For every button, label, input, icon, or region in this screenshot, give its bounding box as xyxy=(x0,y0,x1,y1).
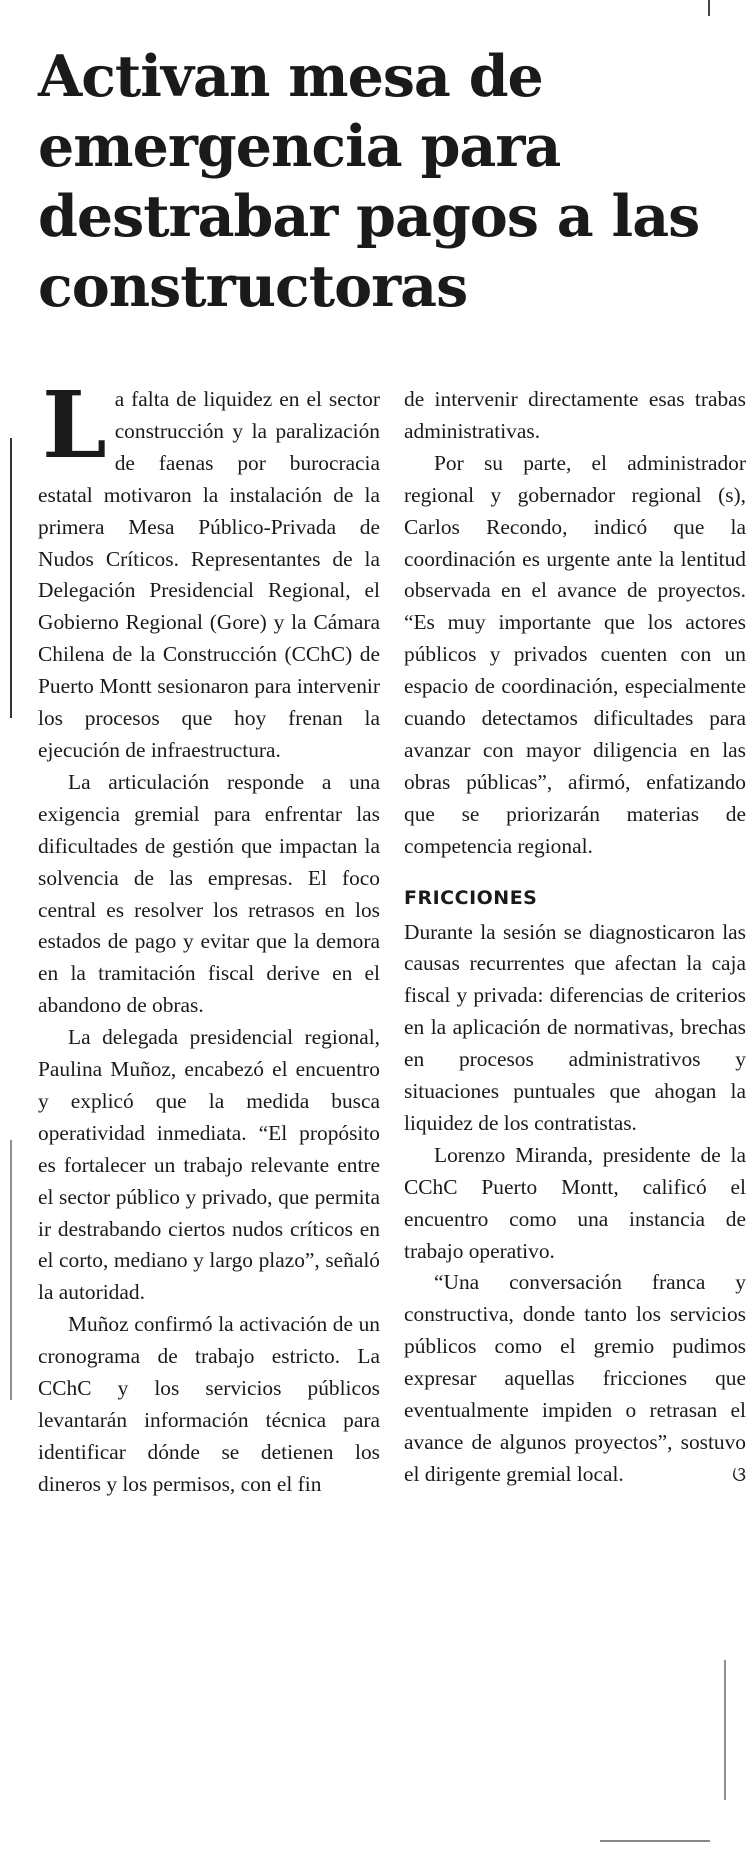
article-column-right xyxy=(404,384,746,1491)
body-paragraph: La articulación responde a una exigencia gremial para enfrentar las dificultades de gestión que impactan la solvencia de las empresas. El foco central es resolver los retrasos en los estados de pago y evitar que la demora en la tramitación fiscal derive en el abandono de obras. xyxy=(38,769,380,1018)
lead-paragraph xyxy=(38,371,380,767)
section-subhead: FRICCIONES xyxy=(404,886,538,909)
column-rule-right xyxy=(724,1660,726,1800)
body-paragraph: Durante la sesión se diagnosticaron las causas recurrentes que afectan la caja fiscal y privada: diferencias de criterios en la aplicación de normativas, brechas en procesos administrativos y situaciones puntuales que ahogan la liquidez de los contratistas. xyxy=(404,919,746,1135)
article-column-left xyxy=(38,371,380,1501)
column-rule-left-lower xyxy=(10,1140,12,1400)
column-rule-top xyxy=(708,0,710,16)
headline: Activan mesa de emergencia para destrabar pagos a las constructoras xyxy=(38,43,700,320)
column-rule-left xyxy=(10,438,12,718)
drop-cap: L xyxy=(42,371,107,479)
body-paragraph: Por su parte, el administrador regional y gobernador regional (s), Carlos Recondo, indicó que la coordinación es urgente ante la lentitud observada en el avance de proyectos. “Es muy importante que los actores públicos y privados cuenten con un espacio de coordinación, especialmente cuando detectamos dificultades para avanzar con mayor diligencia en las obras públicas”, afirmó, enfatizando que se priorizarán materias de competencia regional. xyxy=(404,450,746,858)
body-paragraph: de intervenir directamente esas trabas administrativas. xyxy=(404,387,746,443)
footer-rule xyxy=(600,1840,710,1842)
body-paragraph: Muñoz confirmó la activación de un cronograma de trabajo estricto. La CChC y los servicios públicos levantarán información técnica para identificar dónde se detienen los dineros y los permisos, con el fin xyxy=(38,1312,380,1496)
end-mark-icon: ଓ xyxy=(732,1461,746,1486)
body-paragraph: La delegada presidencial regional, Paulina Muñoz, encabezó el encuentro y explicó que la medida busca operatividad inmediata. “El propósito es fortalecer un trabajo relevante entre el sector público y privado, que permita ir destrabando ciertos nudos críticos en el corto, mediano y largo plazo”, señaló la autoridad. xyxy=(38,1025,380,1305)
paragraph-text: a falta de liquidez en el sector construcción y la paralización de faenas por burocracia estatal motivaron la instalación de la primera Mesa Público-Privada de Nudos Críticos. Representantes de la Delegación Presidencial Regional, el Gobierno Regional (Gore) y la Cámara Chilena de la Construcción (CChC) de Puerto Montt sesionaron para intervenir los procesos que hoy frenan la ejecución de infraestructura. xyxy=(38,387,380,762)
body-paragraph: Lorenzo Miranda, presidente de la CChC Puerto Montt, calificó el encuentro como una instancia de trabajo operativo. xyxy=(404,1142,746,1263)
body-paragraph xyxy=(404,1267,746,1490)
paragraph-text: “Una conversación franca y constructiva, donde tanto los servicios públicos como el gremio pudimos expresar aquellas fricciones que eventualmente impiden o retrasan el avance de algunos proyectos”, sostuvo el dirigente gremial local. xyxy=(404,1270,746,1486)
